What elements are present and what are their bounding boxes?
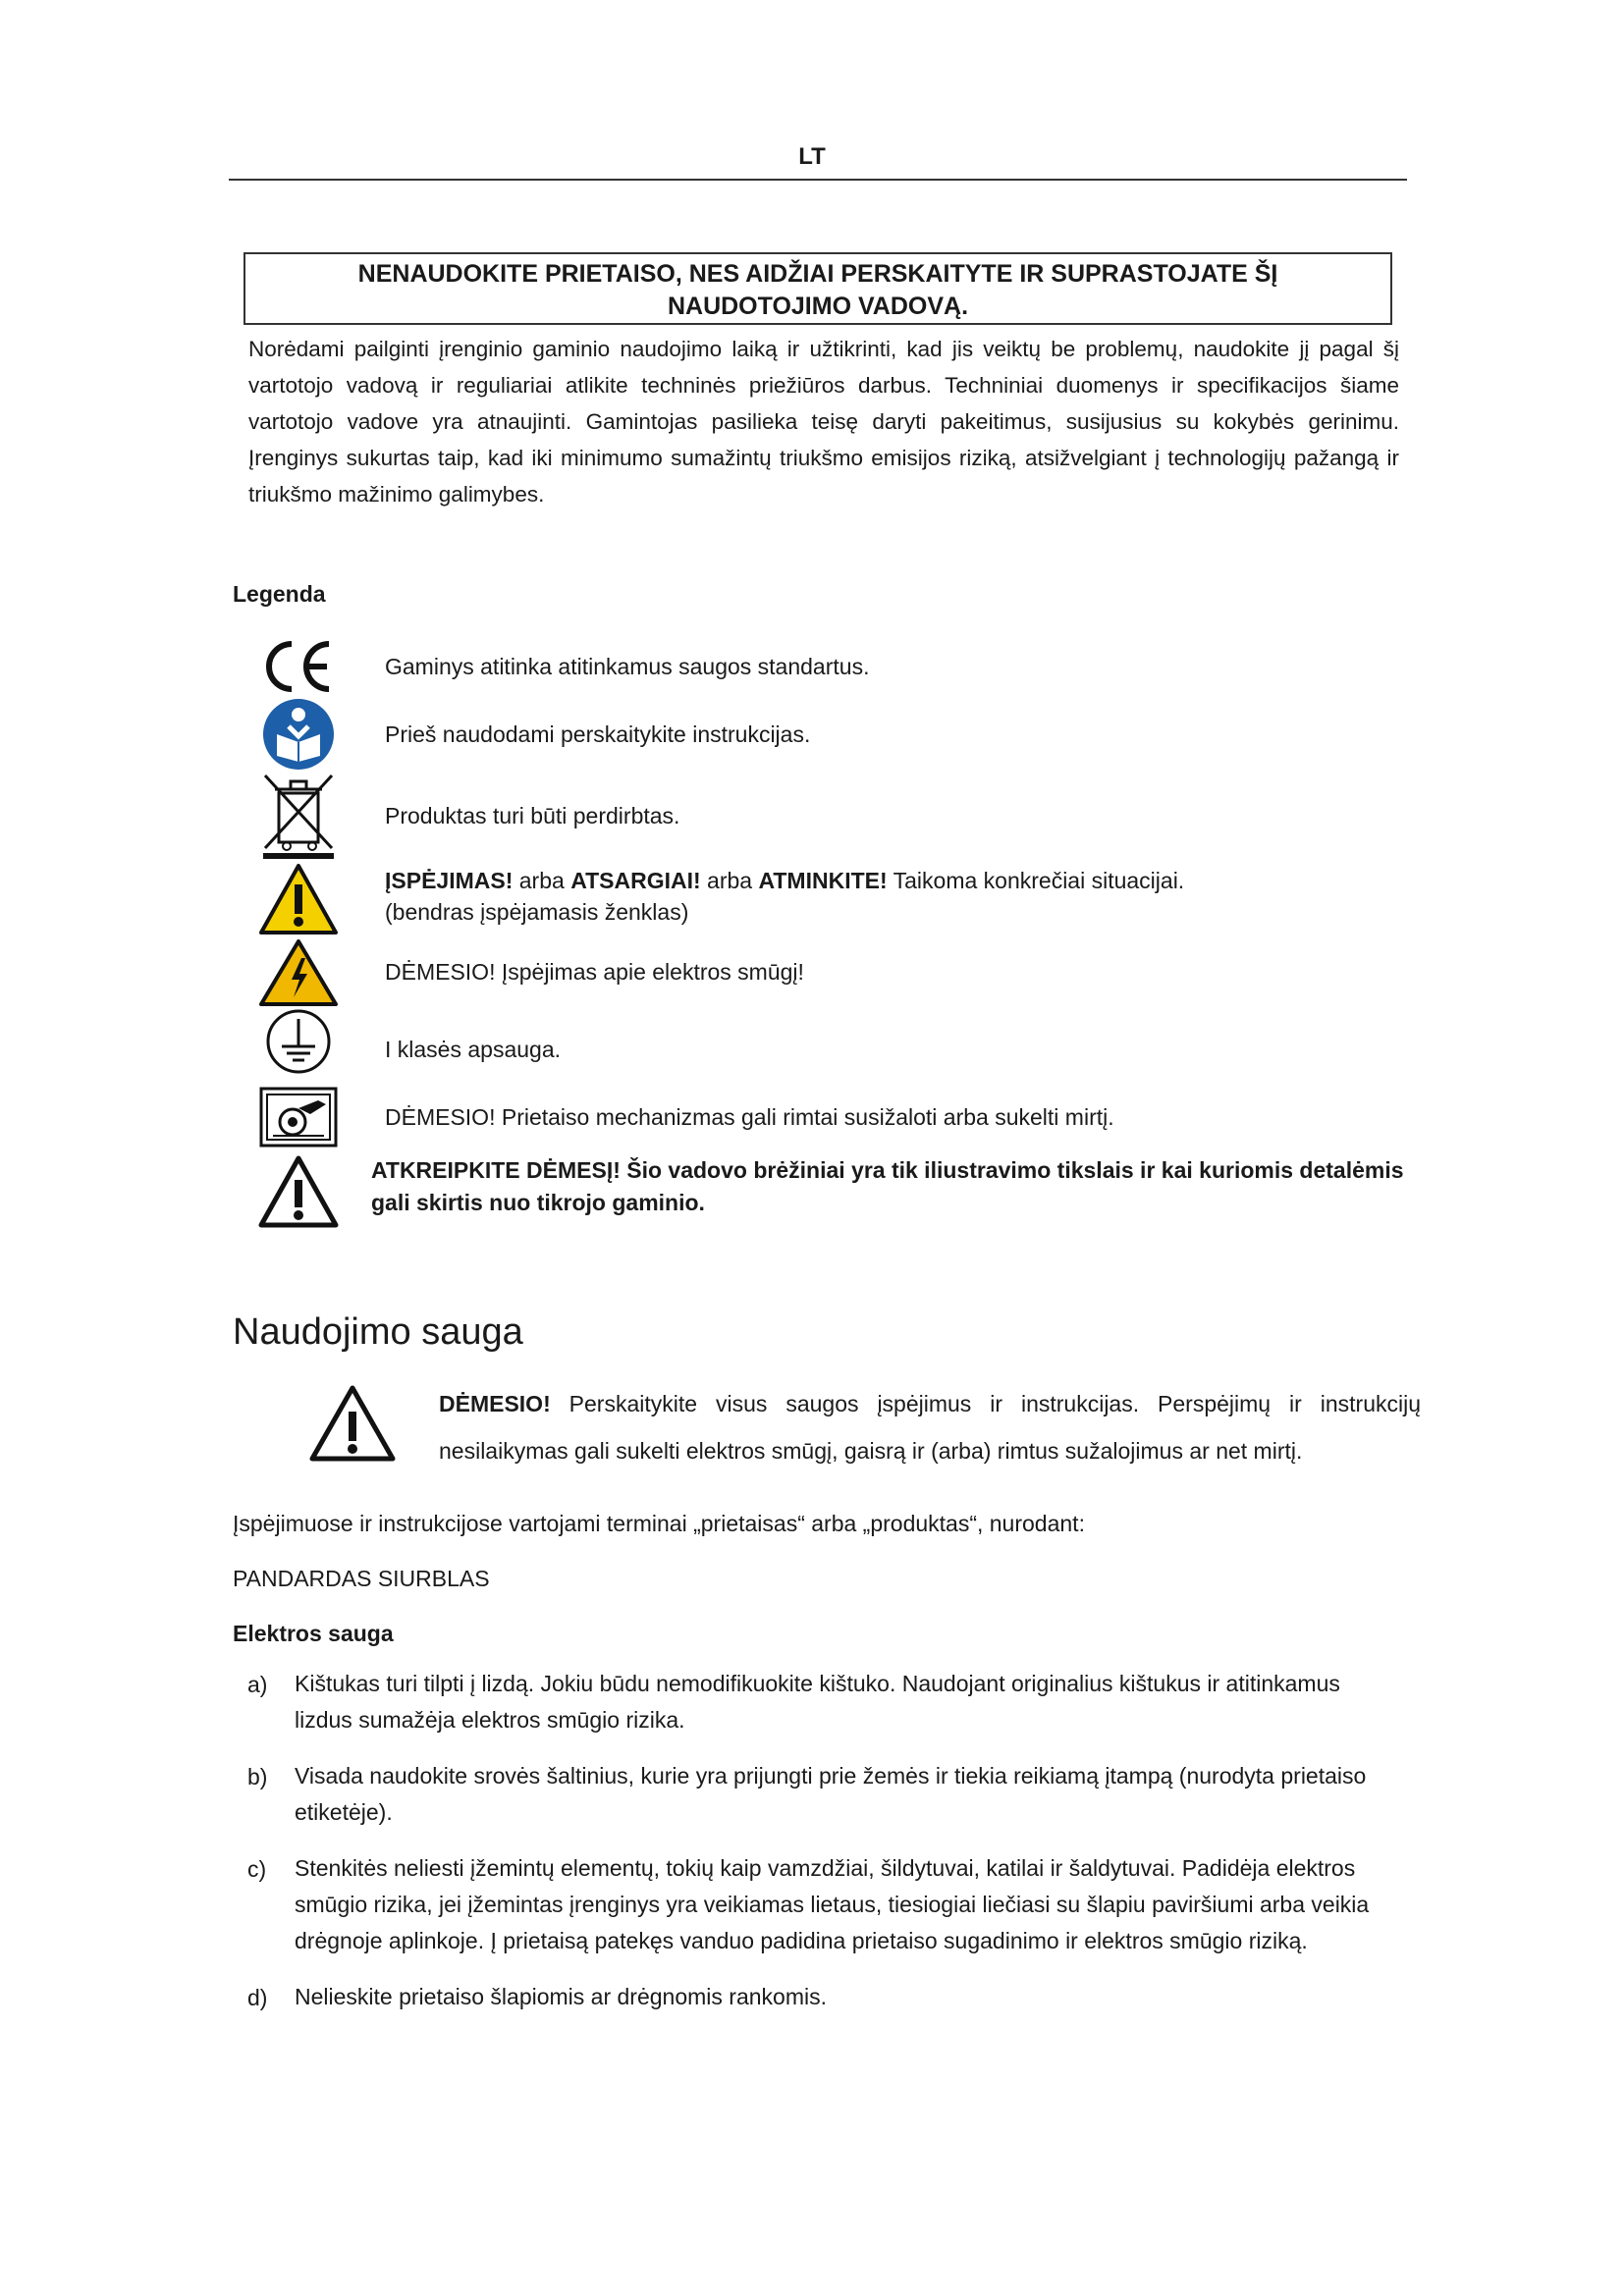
item-d-text: Nelieskite prietaiso šlapiomis ar drėgnomis rankomis. bbox=[295, 1984, 827, 2009]
item-b-text: Visada naudokite srovės šaltinius, kurie yra prijungti prie žemės ir tiekia reikiamą įtampą (nurodyta prietaiso etiketėje). bbox=[295, 1763, 1367, 1825]
item-d-label: d) bbox=[247, 1985, 268, 2010]
terms-paragraph: Įspėjimuose ir instrukcijose vartojami terminai „prietaisas“ arba „produktas“, nurodant: bbox=[233, 1511, 1085, 1536]
legend-recycle-text: Produktas turi būti perdirbtas. bbox=[385, 803, 680, 828]
item-a-label: a) bbox=[247, 1672, 268, 1697]
or-text-2: arba bbox=[700, 868, 759, 893]
crossed-bin-icon bbox=[257, 772, 340, 860]
protective-earth-icon bbox=[257, 1007, 340, 1076]
ce-mark-icon bbox=[257, 636, 340, 697]
section-title-safety: Naudojimo sauga bbox=[233, 1311, 523, 1353]
item-c-text: Stenkitės neliesti įžemintų elementų, tokių kaip vamzdžiai, šildytuvai, katilai ir šaldytuvai. Padidėja elektros smūgio rizika, jei įžemintas įrenginys yra veikiamas lietaus, tiesiogiai liečiasi su šlapiu paviršiumi arba veikia drėgnoje aplinkoje. Į prietaisą patekęs vanduo padidina prietaiso sugadinimo ir elektros smūgio riziką. bbox=[295, 1855, 1370, 1953]
legend-class1-text: I klasės apsauga. bbox=[385, 1037, 562, 1062]
safety-warning-body: Perskaitykite visus saugos įspėjimus ir instrukcijas. Perspėjimų ir instrukcijų nesilaikymas gali sukelti elektros smūgį, gaisrą ir (arba) rimtus sužalojimus ar net mirtį. bbox=[439, 1391, 1421, 1464]
item-a-text: Kištukas turi tilpti į lizdą. Jokiu būdu nemodifikuokite kištuko. Naudojant originalius kištukus ir atitinkamus lizdus sumažėja elektros smūgio rizika. bbox=[295, 1671, 1340, 1733]
warning-box-line-2: NAUDOTOJIMO VADOVĄ. bbox=[667, 293, 969, 320]
read-manual-warning-box bbox=[244, 252, 1392, 325]
safety-warning-text bbox=[439, 1380, 1421, 1474]
applies-text: Taikoma konkrečiai situacijai. bbox=[887, 868, 1185, 893]
legend-manual-text: Prieš naudodami perskaitykite instrukcijas. bbox=[385, 721, 811, 747]
intro-paragraph: Norėdami pailginti įrenginio gaminio naudojimo laiką ir užtikrinti, kad jis veiktų be problemų, naudokite jį pagal šį vartotojo vadovą ir reguliariai atlikite techninės priežiūros darbus. Techniniai duomenys ir specifikacijos šiame vartotojo vadove yra atnaujinti. Gamintojas pasilieka teisę daryti pakeitimus, susijusius su kokybės gerinimu. Įrenginys sukurtas taip, kad iki minimumo sumažintų triukšmo emisijos riziką, atsižvelgiant į technologijų pažangą ir triukšmo mažinimo galimybes. bbox=[248, 337, 1399, 507]
header-divider bbox=[229, 179, 1407, 181]
general-warning-icon bbox=[257, 860, 340, 938]
warning-word: ĮSPĖJIMAS! bbox=[385, 868, 514, 893]
read-manual-icon bbox=[257, 697, 340, 772]
legend-general-text bbox=[385, 865, 1406, 928]
legend-heading: Legenda bbox=[233, 581, 326, 607]
attention-icon bbox=[257, 1152, 340, 1231]
electric-shock-warning-icon bbox=[257, 938, 340, 1007]
safety-warning-icon bbox=[308, 1382, 397, 1465]
warning-box-line-1: NENAUDOKITE PRIETAISO, NES AIDŽIAI PERSKAITYTE IR SUPRASTOJATE ŠĮ bbox=[357, 260, 1278, 288]
or-text-1: arba bbox=[513, 868, 571, 893]
legend-electric-text: DĖMESIO! Įspėjimas apie elektros smūgį! bbox=[385, 959, 804, 985]
legend-attention-text: ATKREIPKITE DĖMESĮ! Šio vadovo brėžiniai yra tik iliustravimo tikslais ir kai kuriomis detalėmis gali skirtis nuo tikrojo gaminio. bbox=[371, 1157, 1404, 1215]
product-name: PANDARDAS SIURBLAS bbox=[233, 1566, 490, 1591]
page-language-label: LT bbox=[798, 143, 826, 170]
item-b-label: b) bbox=[247, 1764, 268, 1789]
general-sign-note: (bendras įspėjamasis ženklas) bbox=[385, 899, 689, 925]
attention-word: DĖMESIO! bbox=[439, 1391, 551, 1416]
legend-ce-text: Gaminys atitinka atitinkamus saugos standartus. bbox=[385, 654, 870, 679]
legend-mechanism-text: DĖMESIO! Prietaiso mechanizmas gali rimtai susižaloti arba sukelti mirtį. bbox=[385, 1104, 1114, 1130]
hand-injury-icon bbox=[257, 1084, 340, 1150]
electric-safety-heading: Elektros sauga bbox=[233, 1621, 394, 1646]
item-c-label: c) bbox=[247, 1856, 267, 1882]
caution-word: ATSARGIAI! bbox=[570, 868, 701, 893]
remember-word: ATMINKITE! bbox=[758, 868, 888, 893]
